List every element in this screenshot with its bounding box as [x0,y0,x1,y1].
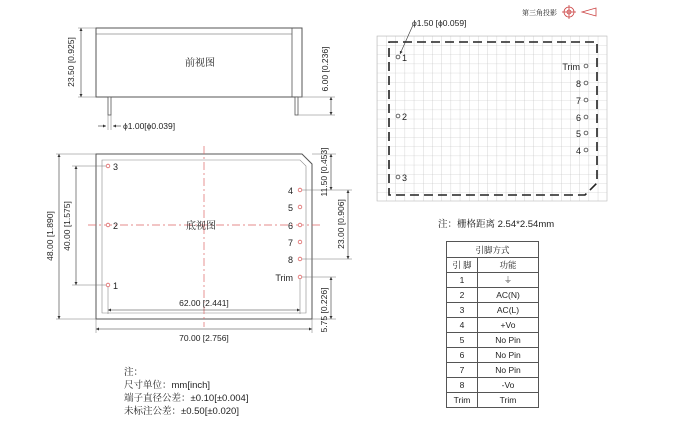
front-height-dim: 23.50 [0.925] [66,37,76,87]
front-pin-length-dim: 6.00 [0.236] [320,46,330,92]
note-line: 端子直径公差：±0.10[±0.004] [124,393,249,404]
function-cell: -Vo [478,378,539,393]
function-cell: No Pin [478,363,539,378]
grid-note: 注：栅格距离 2.54*2.54mm [438,219,555,230]
right-group-dim: 23.00 [0.906] [336,199,346,249]
function-cell: AC(N) [478,288,539,303]
pin-cell: 1 [447,273,478,288]
bottom-pin-label: 2 [113,221,119,231]
function-cell: AC(L) [478,303,539,318]
bottom-pin-label: 6 [287,221,293,231]
bottom-view-title: 底视图 [186,221,216,232]
pin-cell: 7 [447,363,478,378]
grid-pin-label: 1 [402,53,408,63]
third-angle-projection-icon [562,5,596,19]
front-view [78,28,335,130]
table-row [447,273,539,288]
pin-cell: 4 [447,318,478,333]
grid-pin-label: 7 [575,96,581,106]
table-row [447,288,539,303]
grid-pin-label: 4 [575,146,581,156]
projection-label: 第三角投影 [522,10,557,17]
pin-table-header: 引 脚 [447,258,478,273]
pin-span-horizontal-dim: 62.00 [2.441] [179,298,229,308]
note-line: 未标注公差：±0.50[±0.020] [124,406,239,417]
pin-cell: Trim [447,393,478,408]
pin-cell: 5 [447,333,478,348]
table-row [447,393,539,408]
bottom-pin-label: 8 [287,255,293,265]
function-cell: No Pin [478,348,539,363]
bottom-pin-label: 3 [113,162,119,172]
bottom-pin-label: 4 [287,186,293,196]
grid-pin-label: 2 [402,112,408,122]
bottom-pin-label: 1 [113,281,119,291]
pin-cell: 3 [447,303,478,318]
bottom-offset-dim: 5.75 [0.226] [319,287,329,333]
bottom-pin-label: Trim [275,273,293,283]
bottom-height-dim: 48.00 [1.890] [45,211,55,261]
table-row [447,378,539,393]
pin-cell: 2 [447,288,478,303]
grid-hole-dim: ϕ1.50 [ϕ0.059] [412,18,467,28]
pin-table-title: 引脚方式 [447,242,539,258]
bottom-pin-label: 5 [287,203,293,213]
table-row [447,348,539,363]
table-row [447,303,539,318]
ground-icon: ⏚ [478,273,539,288]
top-offset-dim: 11.50 [0.453] [319,147,329,197]
notes-title: 注： [124,367,144,378]
function-cell: Trim [478,393,539,408]
grid-pin-label: 8 [575,79,581,89]
pin-diameter-dim: ϕ1.00[ϕ0.039] [123,121,176,131]
grid-view [377,25,607,201]
table-row [447,333,539,348]
grid-pin-label: Trim [562,62,580,72]
note-line: 尺寸单位：mm[inch] [124,380,211,391]
grid-pin-label: 5 [575,129,581,139]
pin-table-header: 功能 [478,258,539,273]
pin-cell: 8 [447,378,478,393]
bottom-width-dim: 70.00 [2.756] [179,333,229,343]
grid-pin-label: 3 [402,173,408,183]
pin-table [446,241,539,408]
function-cell: No Pin [478,333,539,348]
table-row [447,318,539,333]
function-cell: +Vo [478,318,539,333]
pin-span-vertical-dim: 40.00 [1.575] [62,201,72,251]
bottom-pin-label: 7 [287,238,293,248]
front-view-title: 前视图 [185,58,215,69]
pin-cell: 6 [447,348,478,363]
table-row [447,363,539,378]
notes-block [124,366,248,418]
grid-pin-label: 6 [575,113,581,123]
